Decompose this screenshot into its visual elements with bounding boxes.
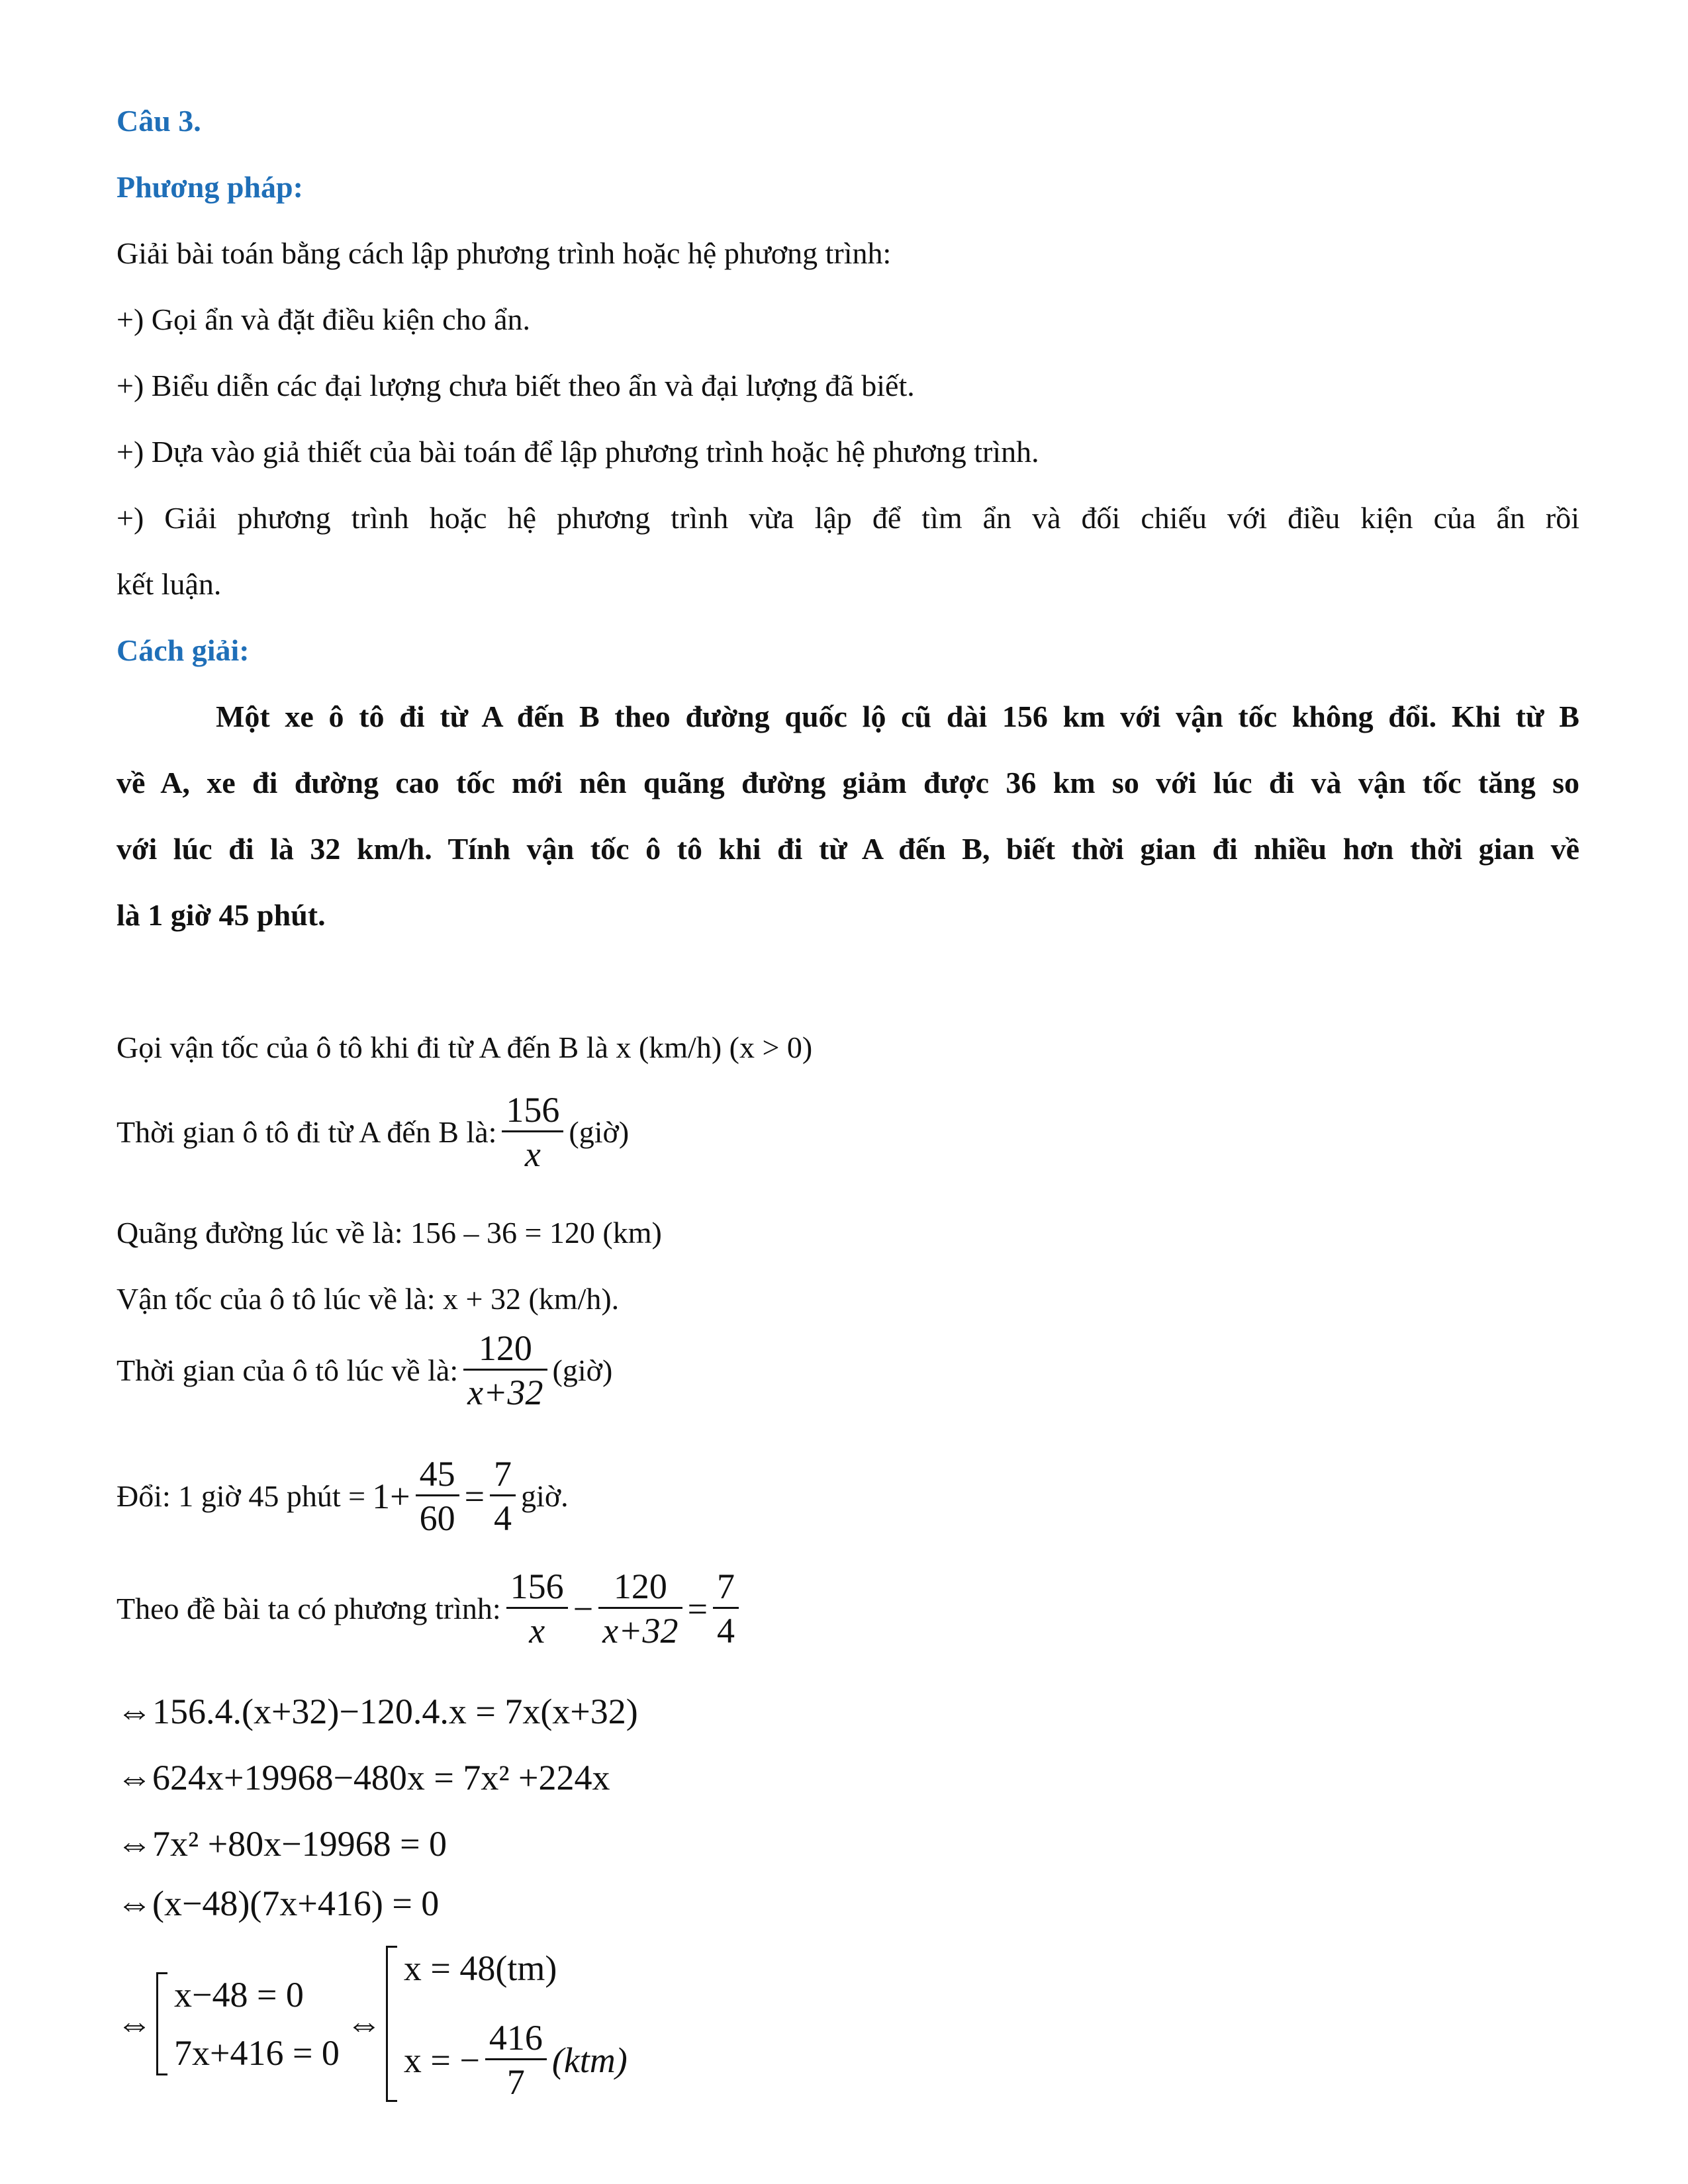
system-rows bbox=[174, 1974, 340, 2073]
fraction bbox=[506, 1569, 568, 1649]
system-rows bbox=[404, 1948, 628, 2100]
bracket-system-1 bbox=[156, 1972, 340, 2075]
numerator: 156 bbox=[506, 1090, 560, 1130]
problem-line: Một xe ô tô đi từ A đến B theo đường quốc lộ cũ dài 156 km với vận tốc không đổi. Khi từ B bbox=[216, 700, 1579, 733]
solution-system bbox=[117, 1946, 628, 2102]
math-term: x = − bbox=[403, 2040, 480, 2080]
denominator: x+32 bbox=[467, 1373, 543, 1412]
numerator: 416 bbox=[489, 2018, 543, 2058]
solution-step: Vận tốc của ô tô lúc về là: x + 32 (km/h). bbox=[117, 1282, 620, 1316]
numerator: 45 bbox=[419, 1454, 455, 1494]
denominator: 4 bbox=[717, 1611, 735, 1651]
step-unit: (giờ) bbox=[569, 1115, 630, 1149]
numerator: 156 bbox=[510, 1567, 564, 1606]
numerator: 120 bbox=[613, 1567, 667, 1606]
method-step: +) Giải phương trình hoặc hệ phương trình vừa lập để tìm ẩn và đối chiếu với điều kiện của ẩn rồi bbox=[117, 501, 1579, 535]
solution-step-convert bbox=[117, 1456, 569, 1536]
solution-heading: Cách giải: bbox=[117, 633, 250, 667]
equivalence-arrow: ⇔ bbox=[346, 2004, 382, 2044]
step-text: Đổi: 1 giờ 45 phút = bbox=[117, 1479, 366, 1513]
fraction bbox=[598, 1569, 682, 1649]
equation-line: ⇔624x+19968−480x = 7x² +224x bbox=[117, 1758, 610, 1797]
math-term: (ktm) bbox=[551, 2040, 628, 2080]
numerator: 120 bbox=[478, 1328, 532, 1368]
step-unit: (giờ) bbox=[552, 1353, 613, 1387]
solution-step-equation bbox=[117, 1569, 744, 1649]
fraction bbox=[463, 1330, 547, 1410]
step-text: Theo đề bài ta có phương trình: bbox=[117, 1591, 501, 1625]
system-row: 7x+416 = 0 bbox=[174, 2033, 340, 2073]
minus-sign: − bbox=[573, 1588, 594, 1629]
numerator: 7 bbox=[717, 1567, 735, 1606]
question-heading: Câu 3. bbox=[117, 104, 201, 138]
solution-step-time-back bbox=[117, 1330, 612, 1410]
system-row bbox=[404, 2020, 628, 2100]
solution-step: Gọi vận tốc của ô tô khi đi từ A đến B là x (km/h) (x > 0) bbox=[117, 1030, 813, 1064]
problem-line: là 1 giờ 45 phút. bbox=[117, 898, 326, 932]
numerator: 7 bbox=[494, 1454, 512, 1494]
method-step: +) Gọi ẩn và đặt điều kiện cho ẩn. bbox=[117, 302, 531, 336]
denominator: x bbox=[524, 1134, 541, 1174]
denominator: x+32 bbox=[602, 1611, 679, 1651]
method-step: +) Dựa vào giả thiết của bài toán để lập phương trình hoặc hệ phương trình. bbox=[117, 435, 1039, 469]
equals-sign: = bbox=[464, 1476, 485, 1516]
problem-line: về A, xe đi đường cao tốc mới nên quãng đường giảm được 36 km so với lúc đi và vận tốc tăng so bbox=[117, 766, 1579, 799]
equation-line: ⇔156.4.(x+32)−120.4.x = 7x(x+32) bbox=[117, 1692, 638, 1731]
method-step: +) Biểu diễn các đại lượng chưa biết theo ẩn và đại lượng đã biết. bbox=[117, 369, 915, 402]
bracket bbox=[386, 1946, 397, 2102]
solution-step: Quãng đường lúc về là: 156 – 36 = 120 (km) bbox=[117, 1216, 662, 1250]
step-text: Thời gian ô tô đi từ A đến B là: bbox=[117, 1115, 497, 1149]
equation-line: ⇔7x² +80x−19968 = 0 bbox=[117, 1824, 447, 1864]
denominator: 4 bbox=[494, 1498, 512, 1538]
bracket bbox=[156, 1972, 167, 2075]
equivalence-arrow: ⇔ bbox=[117, 2004, 152, 2044]
equals-sign: = bbox=[687, 1588, 708, 1629]
equation-line: ⇔(x−48)(7x+416) = 0 bbox=[117, 1884, 440, 1923]
method-intro: Giải bài toán bằng cách lập phương trình hoặc hệ phương trình: bbox=[117, 236, 892, 270]
step-text: Thời gian của ô tô lúc về là: bbox=[117, 1353, 459, 1387]
math-term: 1+ bbox=[372, 1476, 410, 1516]
fraction bbox=[502, 1092, 563, 1172]
denominator: 7 bbox=[506, 2062, 525, 2102]
bracket-system-2 bbox=[386, 1946, 628, 2102]
solution-step-time-go bbox=[117, 1092, 629, 1172]
method-heading: Phương pháp: bbox=[117, 170, 303, 204]
denominator: 60 bbox=[419, 1498, 455, 1538]
method-step: kết luận. bbox=[117, 567, 222, 601]
system-row: x−48 = 0 bbox=[174, 1975, 304, 2015]
fraction bbox=[490, 1456, 516, 1536]
denominator: x bbox=[529, 1611, 545, 1651]
step-unit: giờ. bbox=[521, 1479, 569, 1513]
fraction bbox=[416, 1456, 459, 1536]
problem-line: với lúc đi là 32 km/h. Tính vận tốc ô tô khi đi từ A đến B, biết thời gian đi nhiều hơn thời gian về bbox=[117, 832, 1579, 866]
fraction bbox=[485, 2020, 547, 2100]
fraction bbox=[713, 1569, 739, 1649]
system-row: x = 48(tm) bbox=[403, 1948, 557, 1988]
